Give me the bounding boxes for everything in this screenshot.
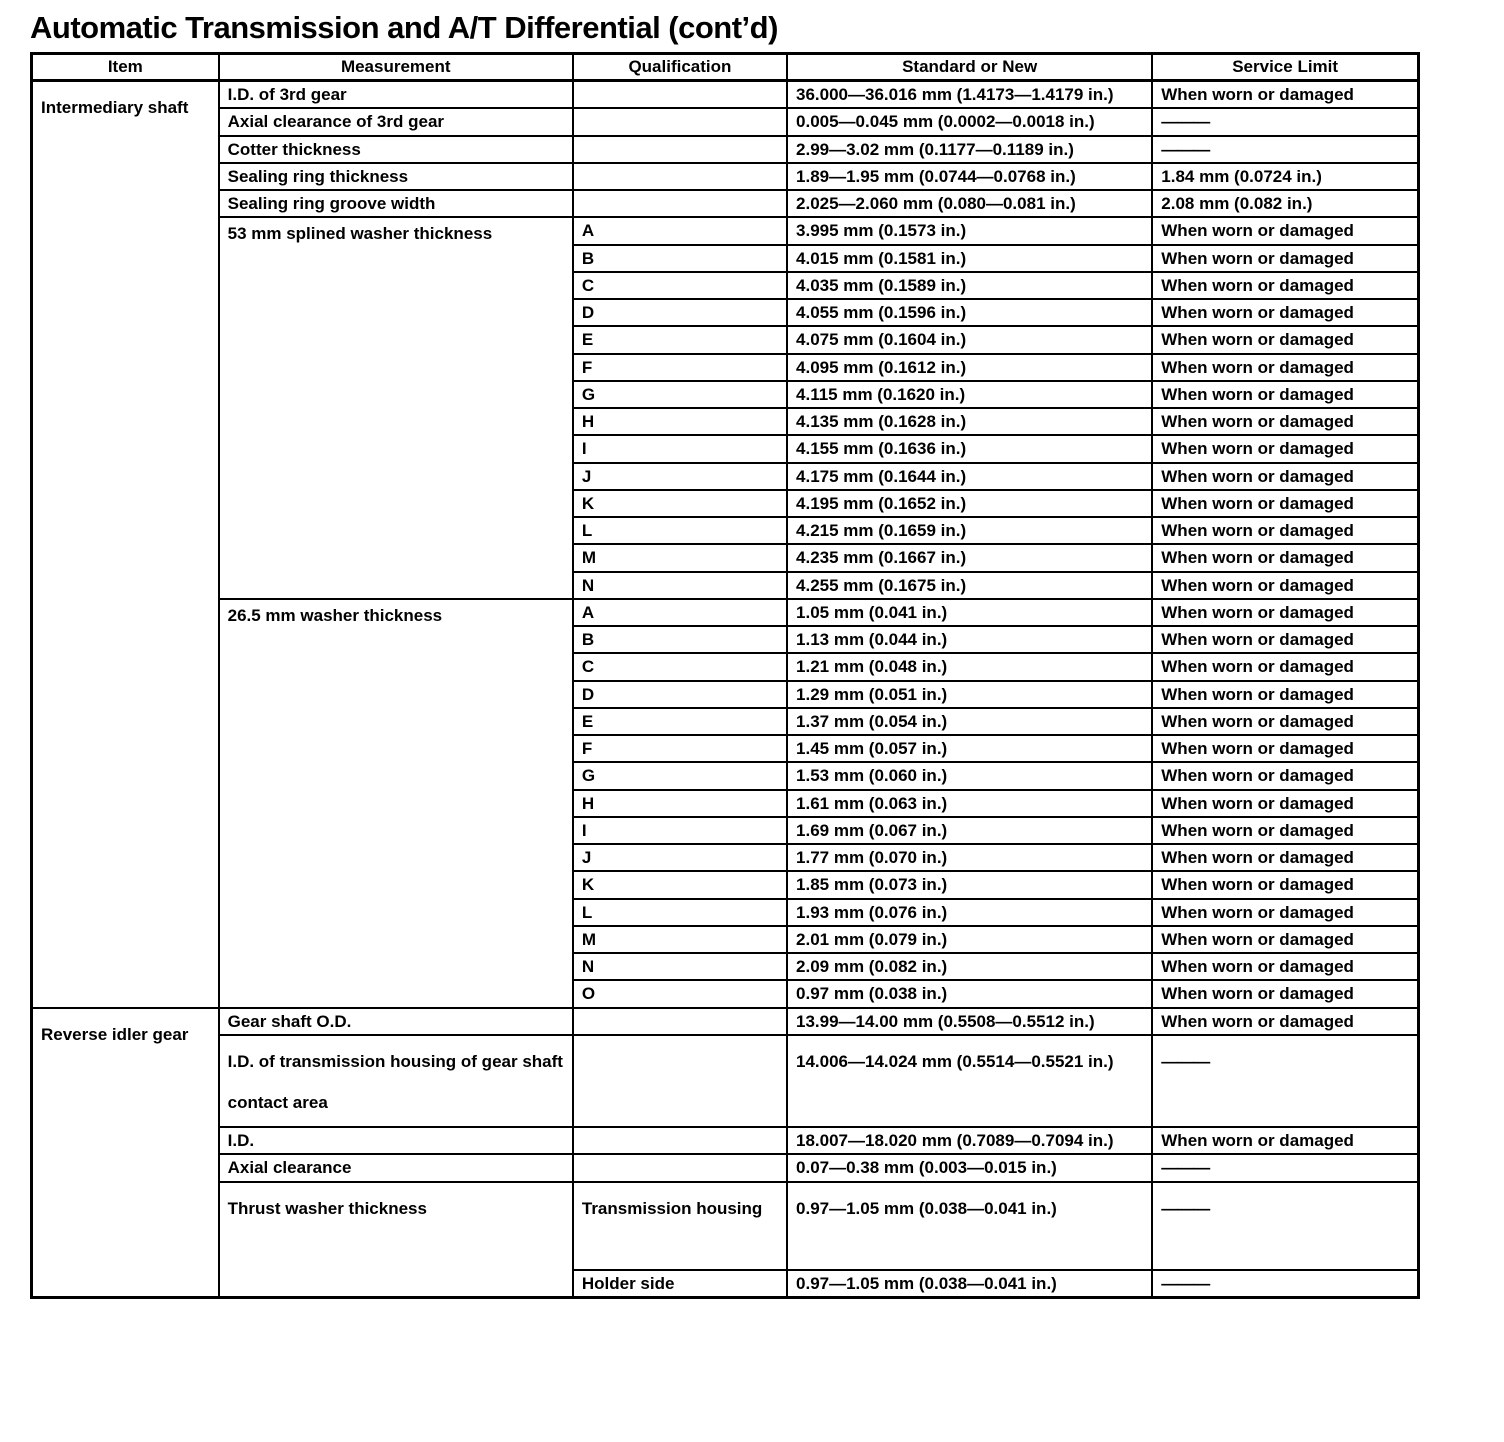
- standard-cell: 1.21 mm (0.048 in.): [787, 653, 1152, 680]
- qualification-cell: M: [573, 544, 787, 571]
- qualification-cell: J: [573, 844, 787, 871]
- service-limit-cell: When worn or damaged: [1152, 272, 1418, 299]
- service-limit-cell: ———: [1152, 1035, 1418, 1127]
- qualification-cell: [573, 136, 787, 163]
- qualification-cell: E: [573, 326, 787, 353]
- standard-cell: 0.97—1.05 mm (0.038—0.041 in.): [787, 1182, 1152, 1270]
- standard-cell: 14.006—14.024 mm (0.5514—0.5521 in.): [787, 1035, 1152, 1127]
- standard-cell: 3.995 mm (0.1573 in.): [787, 217, 1152, 244]
- service-limit-cell: ———: [1152, 108, 1418, 135]
- qualification-cell: [573, 1008, 787, 1035]
- service-limit-cell: When worn or damaged: [1152, 299, 1418, 326]
- table-body: [32, 81, 1419, 1298]
- table-row: [32, 81, 1419, 109]
- qualification-cell: N: [573, 572, 787, 599]
- qualification-cell: Holder side: [573, 1270, 787, 1298]
- standard-cell: 1.89—1.95 mm (0.0744—0.0768 in.): [787, 163, 1152, 190]
- service-limit-cell: When worn or damaged: [1152, 953, 1418, 980]
- standard-cell: 4.015 mm (0.1581 in.): [787, 245, 1152, 272]
- qualification-cell: G: [573, 381, 787, 408]
- service-limit-cell: ———: [1152, 1154, 1418, 1181]
- qualification-cell: [573, 1035, 787, 1127]
- standard-cell: 4.255 mm (0.1675 in.): [787, 572, 1152, 599]
- service-limit-cell: When worn or damaged: [1152, 490, 1418, 517]
- qualification-cell: G: [573, 762, 787, 789]
- standard-cell: 1.53 mm (0.060 in.): [787, 762, 1152, 789]
- measurement-cell: Gear shaft O.D.: [219, 1008, 573, 1035]
- service-limit-cell: When worn or damaged: [1152, 980, 1418, 1007]
- service-limit-cell: When worn or damaged: [1152, 626, 1418, 653]
- service-limit-cell: When worn or damaged: [1152, 544, 1418, 571]
- qualification-cell: N: [573, 953, 787, 980]
- standard-cell: 13.99—14.00 mm (0.5508—0.5512 in.): [787, 1008, 1152, 1035]
- col-header-standard-or-new: Standard or New: [787, 54, 1152, 81]
- table-row: [32, 190, 1419, 217]
- measurement-cell: I.D. of transmission housing of gear shaft contact area: [219, 1035, 573, 1127]
- qualification-cell: M: [573, 926, 787, 953]
- item-cell: Reverse idler gear: [32, 1008, 219, 1298]
- qualification-cell: I: [573, 817, 787, 844]
- standard-cell: 0.97—1.05 mm (0.038—0.041 in.): [787, 1270, 1152, 1298]
- service-limit-cell: When worn or damaged: [1152, 599, 1418, 626]
- col-header-item: Item: [32, 54, 219, 81]
- qualification-cell: [573, 81, 787, 109]
- service-limit-cell: When worn or damaged: [1152, 1127, 1418, 1154]
- standard-cell: 2.09 mm (0.082 in.): [787, 953, 1152, 980]
- table-row: [32, 599, 1419, 626]
- service-limit-cell: When worn or damaged: [1152, 899, 1418, 926]
- measurement-cell: 26.5 mm washer thickness: [219, 599, 573, 1008]
- service-limit-cell: When worn or damaged: [1152, 463, 1418, 490]
- table-row: [32, 1035, 1419, 1127]
- spec-table: [30, 52, 1420, 1299]
- measurement-cell: Axial clearance of 3rd gear: [219, 108, 573, 135]
- standard-cell: 4.055 mm (0.1596 in.): [787, 299, 1152, 326]
- service-limit-cell: ———: [1152, 136, 1418, 163]
- measurement-cell: I.D. of 3rd gear: [219, 81, 573, 109]
- service-limit-cell: When worn or damaged: [1152, 572, 1418, 599]
- service-limit-cell: When worn or damaged: [1152, 381, 1418, 408]
- qualification-cell: D: [573, 299, 787, 326]
- qualification-cell: [573, 1154, 787, 1181]
- standard-cell: 1.85 mm (0.073 in.): [787, 871, 1152, 898]
- standard-cell: 36.000—36.016 mm (1.4173—1.4179 in.): [787, 81, 1152, 109]
- standard-cell: 1.93 mm (0.076 in.): [787, 899, 1152, 926]
- qualification-cell: [573, 190, 787, 217]
- service-limit-cell: When worn or damaged: [1152, 653, 1418, 680]
- standard-cell: 1.29 mm (0.051 in.): [787, 681, 1152, 708]
- qualification-cell: B: [573, 626, 787, 653]
- standard-cell: 4.175 mm (0.1644 in.): [787, 463, 1152, 490]
- qualification-cell: J: [573, 463, 787, 490]
- page-title: Automatic Transmission and A/T Differential (cont’d): [30, 10, 778, 45]
- qualification-cell: L: [573, 517, 787, 544]
- measurement-cell: Sealing ring thickness: [219, 163, 573, 190]
- service-limit-cell: When worn or damaged: [1152, 735, 1418, 762]
- standard-cell: 0.005—0.045 mm (0.0002—0.0018 in.): [787, 108, 1152, 135]
- qualification-cell: C: [573, 272, 787, 299]
- standard-cell: 4.035 mm (0.1589 in.): [787, 272, 1152, 299]
- qualification-cell: C: [573, 653, 787, 680]
- service-limit-cell: When worn or damaged: [1152, 681, 1418, 708]
- col-header-measurement: Measurement: [219, 54, 573, 81]
- measurement-cell: Sealing ring groove width: [219, 190, 573, 217]
- qualification-cell: [573, 1127, 787, 1154]
- service-limit-cell: When worn or damaged: [1152, 790, 1418, 817]
- service-limit-cell: When worn or damaged: [1152, 408, 1418, 435]
- service-limit-cell: When worn or damaged: [1152, 926, 1418, 953]
- qualification-cell: E: [573, 708, 787, 735]
- table-row: [32, 163, 1419, 190]
- item-cell: Intermediary shaft: [32, 81, 219, 1008]
- qualification-cell: H: [573, 408, 787, 435]
- service-limit-cell: When worn or damaged: [1152, 1008, 1418, 1035]
- standard-cell: 4.235 mm (0.1667 in.): [787, 544, 1152, 571]
- standard-cell: 4.135 mm (0.1628 in.): [787, 408, 1152, 435]
- qualification-cell: A: [573, 217, 787, 244]
- service-limit-cell: When worn or damaged: [1152, 81, 1418, 109]
- qualification-cell: [573, 163, 787, 190]
- service-limit-cell: When worn or damaged: [1152, 354, 1418, 381]
- standard-cell: 1.05 mm (0.041 in.): [787, 599, 1152, 626]
- service-limit-cell: 1.84 mm (0.0724 in.): [1152, 163, 1418, 190]
- standard-cell: 2.99—3.02 mm (0.1177—0.1189 in.): [787, 136, 1152, 163]
- qualification-cell: B: [573, 245, 787, 272]
- table-row: [32, 108, 1419, 135]
- service-limit-cell: When worn or damaged: [1152, 817, 1418, 844]
- standard-cell: 1.69 mm (0.067 in.): [787, 817, 1152, 844]
- table-row: [32, 1008, 1419, 1035]
- qualification-cell: F: [573, 354, 787, 381]
- service-limit-cell: When worn or damaged: [1152, 326, 1418, 353]
- standard-cell: 1.37 mm (0.054 in.): [787, 708, 1152, 735]
- standard-cell: 0.97 mm (0.038 in.): [787, 980, 1152, 1007]
- header-row: [32, 54, 1419, 81]
- qualification-cell: Transmission housing: [573, 1182, 787, 1270]
- qualification-cell: H: [573, 790, 787, 817]
- standard-cell: 4.155 mm (0.1636 in.): [787, 435, 1152, 462]
- standard-cell: 4.075 mm (0.1604 in.): [787, 326, 1152, 353]
- service-limit-cell: When worn or damaged: [1152, 245, 1418, 272]
- qualification-cell: A: [573, 599, 787, 626]
- measurement-cell: Cotter thickness: [219, 136, 573, 163]
- col-header-service-limit: Service Limit: [1152, 54, 1418, 81]
- service-limit-cell: When worn or damaged: [1152, 708, 1418, 735]
- service-limit-cell: When worn or damaged: [1152, 762, 1418, 789]
- qualification-cell: L: [573, 899, 787, 926]
- service-limit-cell: ———: [1152, 1270, 1418, 1298]
- standard-cell: 4.095 mm (0.1612 in.): [787, 354, 1152, 381]
- table-row: [32, 217, 1419, 244]
- standard-cell: 1.45 mm (0.057 in.): [787, 735, 1152, 762]
- table-row: [32, 1154, 1419, 1181]
- measurement-cell: 53 mm splined washer thickness: [219, 217, 573, 599]
- measurement-cell: I.D.: [219, 1127, 573, 1154]
- standard-cell: 4.215 mm (0.1659 in.): [787, 517, 1152, 544]
- qualification-cell: D: [573, 681, 787, 708]
- service-limit-cell: When worn or damaged: [1152, 517, 1418, 544]
- service-limit-cell: ———: [1152, 1182, 1418, 1270]
- table-row: [32, 1182, 1419, 1270]
- standard-cell: 1.77 mm (0.070 in.): [787, 844, 1152, 871]
- col-header-qualification: Qualification: [573, 54, 787, 81]
- standard-cell: 18.007—18.020 mm (0.7089—0.7094 in.): [787, 1127, 1152, 1154]
- qualification-cell: [573, 108, 787, 135]
- service-limit-cell: When worn or damaged: [1152, 217, 1418, 244]
- standard-cell: 1.13 mm (0.044 in.): [787, 626, 1152, 653]
- service-limit-cell: When worn or damaged: [1152, 435, 1418, 462]
- standard-cell: 2.025—2.060 mm (0.080—0.081 in.): [787, 190, 1152, 217]
- service-limit-cell: When worn or damaged: [1152, 871, 1418, 898]
- table-row: [32, 136, 1419, 163]
- qualification-cell: F: [573, 735, 787, 762]
- service-limit-cell: When worn or damaged: [1152, 844, 1418, 871]
- standard-cell: 1.61 mm (0.063 in.): [787, 790, 1152, 817]
- standard-cell: 2.01 mm (0.079 in.): [787, 926, 1152, 953]
- qualification-cell: I: [573, 435, 787, 462]
- service-limit-cell: 2.08 mm (0.082 in.): [1152, 190, 1418, 217]
- qualification-cell: K: [573, 490, 787, 517]
- qualification-cell: O: [573, 980, 787, 1007]
- standard-cell: 0.07—0.38 mm (0.003—0.015 in.): [787, 1154, 1152, 1181]
- standard-cell: 4.115 mm (0.1620 in.): [787, 381, 1152, 408]
- table-row: [32, 1127, 1419, 1154]
- standard-cell: 4.195 mm (0.1652 in.): [787, 490, 1152, 517]
- measurement-cell: Axial clearance: [219, 1154, 573, 1181]
- measurement-cell: Thrust washer thickness: [219, 1182, 573, 1298]
- qualification-cell: K: [573, 871, 787, 898]
